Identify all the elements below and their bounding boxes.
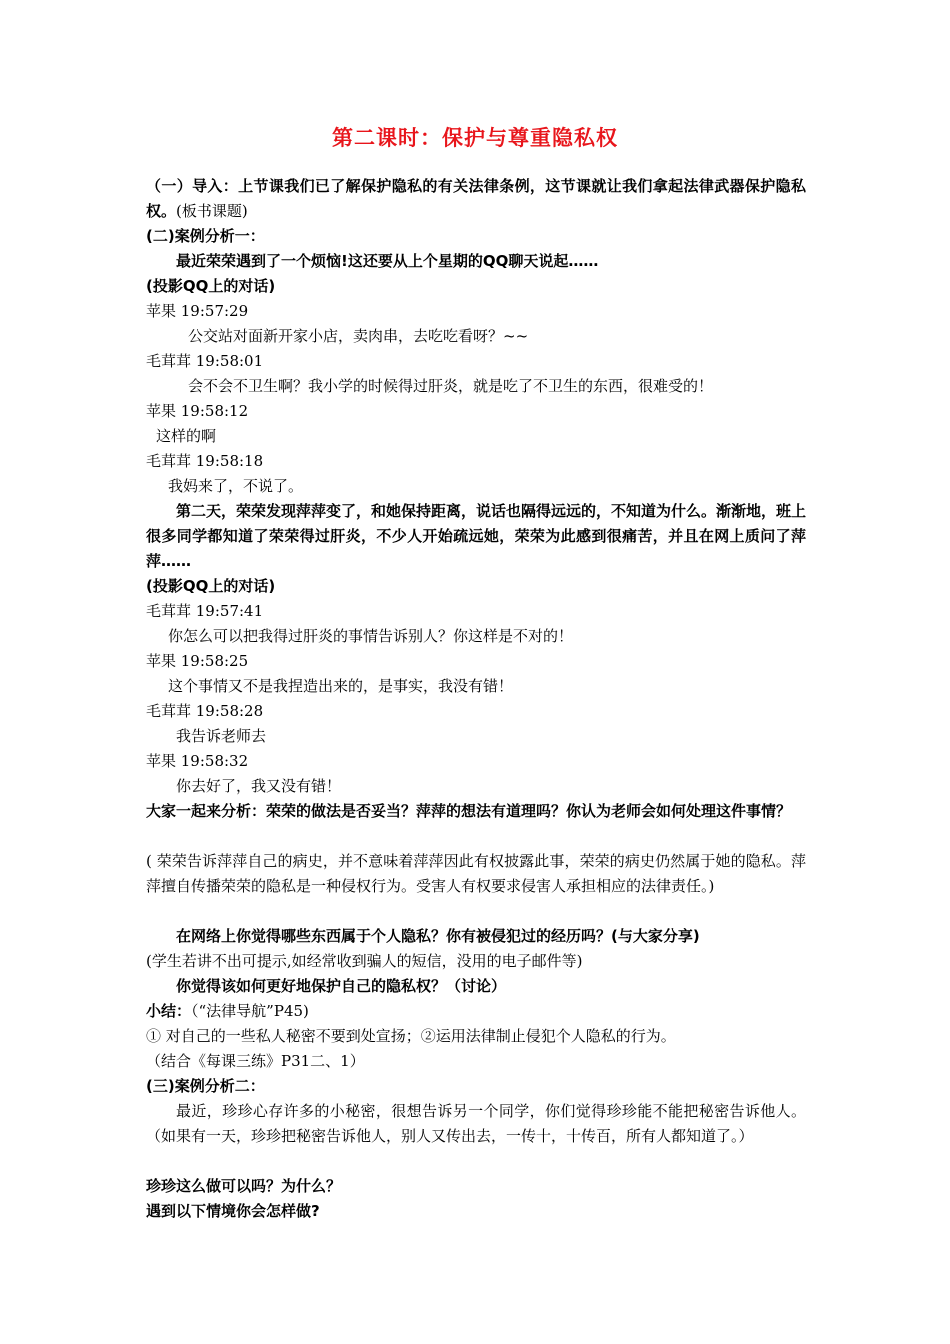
chat-message: 你去好了，我又没有错！ [176,777,342,795]
chat-message: 我妈来了，不说了。 [168,477,304,495]
chat-message: 这样的啊 [156,427,217,445]
chat-user: 毛茸茸 19:58:28 [146,702,264,720]
question-protect: 你觉得该如何更好地保护自己的隐私权？（讨论） [176,977,507,995]
summary-points: ① 对自己的一些私人秘密不要到处宣扬；②运用法律制止侵犯个人隐私的行为。 [146,1027,676,1045]
case1-lead: 最近荣荣遇到了一个烦恼!这还要从上个星期的QQ聊天说起…… [176,252,599,270]
story-paragraph: 第二天，荣荣发现萍萍变了，和她保持距离，说话也隔得远远的，不知道为什么。渐渐地，班上很多同学都知道了荣荣得过肝炎，不少人开始疏远她，荣荣为此感到很痛苦，并且在网上质问了萍萍…… [146,502,807,570]
case2-question2: 遇到以下情境你会怎样做? [146,1202,320,1220]
case1-heading: (二)案例分析一： [146,227,265,245]
analysis-answer: ( 荣荣告诉萍萍自己的病史，并不意味着萍萍因此有权披露此事，荣荣的病史仍然属于她的隐私。萍萍擅自传播荣荣的隐私是一种侵权行为。受害人有权要求侵害人承担相应的法律责任。) [146,852,806,895]
chat-message: 会不会不卫生啊？我小学的时候得过肝炎，就是吃了不卫生的东西，很难受的！ [188,377,714,395]
hint-text: (学生若讲不出可提示,如经常收到骗人的短信，没用的电子邮件等) [146,952,583,970]
intro-paragraph [146,174,806,224]
page-title: 第二课时：保护与尊重隐私权 [332,126,618,150]
document-body [146,174,806,1224]
chat-user: 苹果 19:58:12 [146,402,249,420]
analysis-question: 大家一起来分析：荣荣的做法是否妥当？萍萍的想法有道理吗？你认为老师会如何处理这件事情？ [146,802,792,820]
summary-practice: （结合《每课三练》P31二、1） [146,1052,365,1070]
intro-note: (板书课题) [176,202,248,220]
summary-line [146,999,806,1024]
chat-message: 这个事情又不是我捏造出来的，是事实，我没有错！ [168,677,514,695]
summary-label: 小结： [146,1002,192,1020]
summary-ref: （“法律导航”P45) [191,1002,309,1020]
chat-user: 毛茸茸 19:58:01 [146,352,264,370]
question-privacy-online: 在网络上你觉得哪些东西属于个人隐私？你有被侵犯过的经历吗？(与大家分享) [176,927,700,945]
chat-message: 公交站对面新开家小店，卖肉串，去吃吃看呀？~~ [188,327,529,345]
chat-user: 苹果 19:57:29 [146,302,249,320]
chat-user: 苹果 19:58:32 [146,752,249,770]
case2-question1: 珍珍这么做可以吗？为什么？ [146,1177,342,1195]
chat-user: 毛茸茸 19:57:41 [146,602,264,620]
intro-text: （一）导入：上节课我们已了解保护隐私的有关法律条例，这节课就让我们拿起法律武器保护隐私权。 [146,177,806,220]
case2-paragraph: 最近，珍珍心存许多的小秘密，很想告诉另一个同学，你们觉得珍珍能不能把秘密告诉他人。（如果有一天，珍珍把秘密告诉他人，别人又传出去，一传十，十传百，所有人都知道了。） [146,1102,806,1145]
chat-user: 毛茸茸 19:58:18 [146,452,264,470]
chat1-heading: (投影QQ上的对话) [146,277,276,295]
chat2-heading: (投影QQ上的对话) [146,577,276,595]
chat-user: 苹果 19:58:25 [146,652,249,670]
case2-heading: (三)案例分析二： [146,1077,265,1095]
chat-message: 我告诉老师去 [176,727,267,745]
chat-message: 你怎么可以把我得过肝炎的事情告诉别人？你这样是不对的！ [168,627,574,645]
